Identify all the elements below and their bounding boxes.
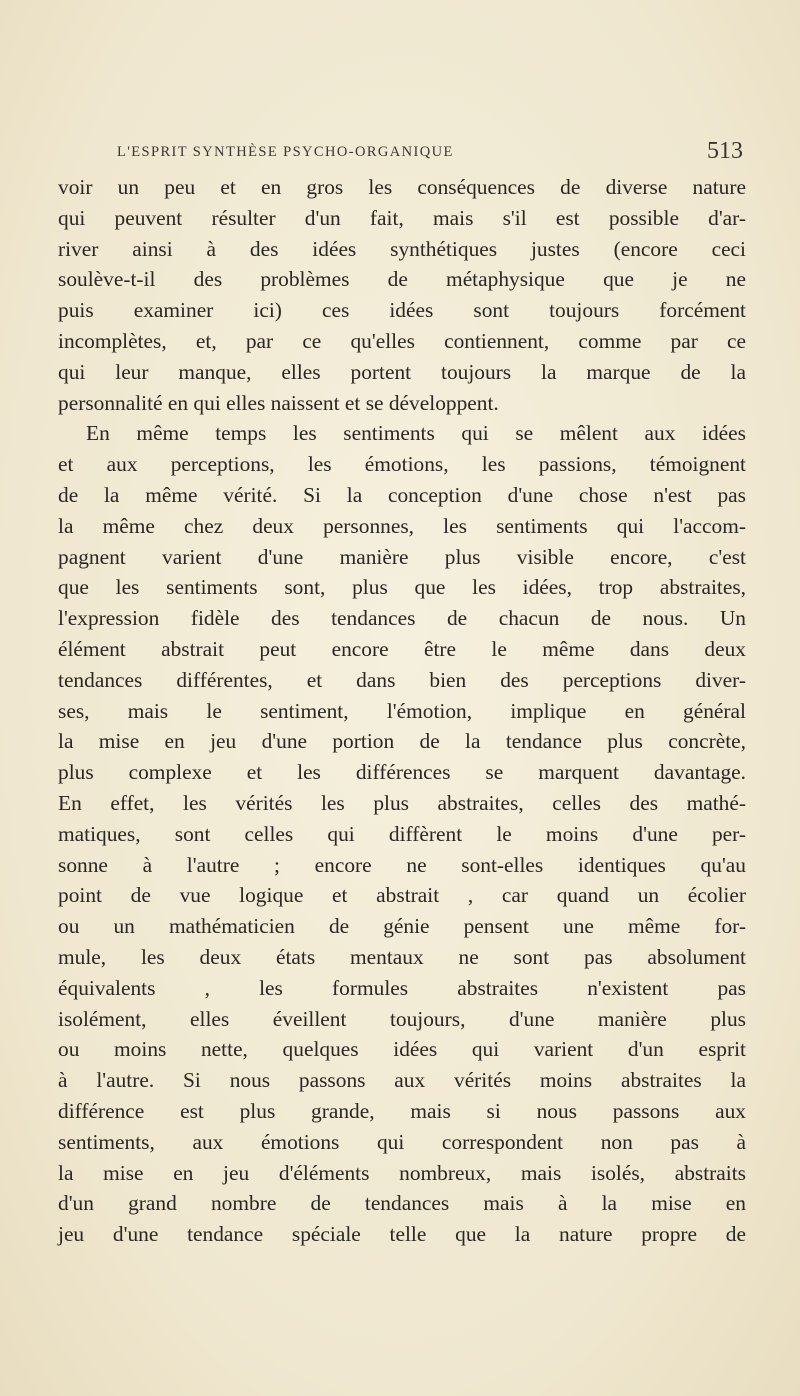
text-line: En effet, les vérités les plus abstraites, celles des mathé- <box>58 790 746 815</box>
text-line: ses, mais le sentiment, l'émotion, implique en général <box>58 698 746 723</box>
page-header <box>117 138 743 170</box>
text-line: puis examiner ici) ces idées sont toujours forcément <box>58 298 746 323</box>
text-line: tendances différentes, et dans bien des perceptions diver- <box>58 667 746 692</box>
text-line: d'un grand nombre de tendances mais à la mise en <box>58 1191 746 1216</box>
text-line: point de vue logique et abstrait , car quand un écolier <box>58 883 746 908</box>
text-line: ou moins nette, quelques idées qui varient d'un esprit <box>58 1037 746 1062</box>
text-line: sonne à l'autre ; encore ne sont-elles identiques qu'au <box>58 852 746 877</box>
text-line: la même chez deux personnes, les sentiments qui l'accom- <box>58 513 746 538</box>
text-line: mule, les deux états mentaux ne sont pas absolument <box>58 944 746 969</box>
text-line: ou un mathématicien de génie pensent une même for- <box>58 914 746 939</box>
text-line: élément abstrait peut encore être le même dans deux <box>58 636 746 661</box>
text-line: sentiments, aux émotions qui correspondent non pas à <box>58 1129 746 1154</box>
text-line: plus complexe et les différences se marquent davantage. <box>58 760 746 785</box>
text-line: isolément, elles éveillent toujours, d'une manière plus <box>58 1006 746 1031</box>
text-line: qui leur manque, elles portent toujours la marque de la <box>58 359 746 384</box>
body-text <box>58 172 746 1250</box>
text-line: la mise en jeu d'éléments nombreux, mais isolés, abstraits <box>58 1160 746 1185</box>
text-line: voir un peu et en gros les conséquences de diverse nature <box>58 175 746 199</box>
text-line: river ainsi à des idées synthétiques justes (encore ceci <box>58 236 746 261</box>
text-line: de la même vérité. Si la conception d'une chose n'est pas <box>58 482 746 507</box>
text-line: incomplètes, et, par ce qu'elles contiennent, comme par ce <box>58 328 746 353</box>
text-line: différence est plus grande, mais si nous passons aux <box>58 1098 746 1123</box>
text-line: jeu d'une tendance spéciale telle que la nature propre de <box>58 1222 746 1247</box>
text-line: équivalents , les formules abstraites n'existent pas <box>58 975 746 1000</box>
text-line: En même temps les sentiments qui se mêlent aux idées <box>86 421 746 446</box>
text-line: et aux perceptions, les émotions, les passions, témoignent <box>58 452 746 477</box>
text-line: l'expression fidèle des tendances de chacun de nous. Un <box>58 606 746 631</box>
text-line: qui peuvent résulter d'un fait, mais s'il est possible d'ar- <box>58 205 746 230</box>
running-title: L'ESPRIT SYNTHÈSE PSYCHO-ORGANIQUE <box>117 144 454 160</box>
text-line: personnalité en qui elles naissent et se développent. <box>58 390 499 415</box>
paragraph <box>58 418 746 1250</box>
paragraph <box>58 172 746 418</box>
page-number: 513 <box>707 138 743 164</box>
text-line: que les sentiments sont, plus que les idées, trop abstraites, <box>58 575 746 600</box>
text-line: la mise en jeu d'une portion de la tendance plus concrète, <box>58 729 746 754</box>
text-line: matiques, sont celles qui diffèrent le moins d'une per- <box>58 821 746 846</box>
text-line: soulève-t-il des problèmes de métaphysique que je ne <box>58 267 746 292</box>
text-line: à l'autre. Si nous passons aux vérités moins abstraites la <box>58 1068 746 1093</box>
text-line: pagnent varient d'une manière plus visible encore, c'est <box>58 544 746 569</box>
